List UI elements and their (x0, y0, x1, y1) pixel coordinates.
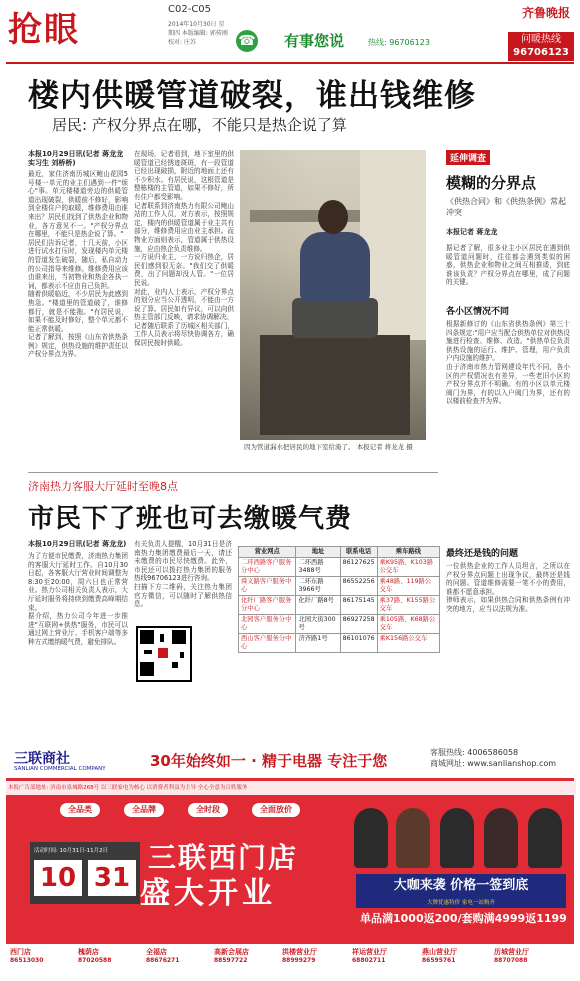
ad-website: 商城网址: www.sanlianshop.com (430, 759, 557, 768)
service-table (238, 546, 440, 653)
sidebar-heading-2: 最终还是钱的问题 (446, 549, 519, 559)
store-tel: 88999279 (282, 957, 316, 964)
store-cell (146, 948, 179, 965)
story2-byline: 本报10月29日讯(记者 蒋龙龙) (28, 540, 127, 548)
table-row (239, 615, 440, 634)
story2-column-1: 为了方便市民缴费，济南热力集团的客服大厅延时工作。自10月30日起，各客服大厅营业时间调整为8:30至20:00，周六日也正常营业。热力公司相关负责人表示，大厅延时服务将持续到缴费高峰期结束。 据介绍，热力公司今年进一步推进"互联网+供热"服务，市民可以通过网上营业厅、手机客户端等多种方式缴纳暖气费，避免排队。 (28, 552, 128, 646)
sidebar-intro: 据记者了解，很多业主小区居民在遇到供暖管道问题时，往往都会遇到类似的困惑，供热企业和物业之间互相推诿，到底谁该负责？产权分界点在哪里，成了问题的关键。 (446, 244, 570, 287)
section-title: 抢眼 (8, 10, 80, 50)
table-header: 联系电话 (340, 547, 377, 558)
table-cell: 乘K156路公交车 (377, 634, 439, 653)
store-name: 祥运营业厅 (352, 948, 387, 956)
table-cell: 化纤厂路8号 (296, 596, 340, 615)
ad-chip: 全品牌 (124, 803, 164, 817)
store-tel: 88707088 (494, 957, 528, 964)
sidebar-byline: 本报记者 蒋龙龙 (446, 228, 498, 236)
store-tel: 88676271 (146, 957, 180, 964)
ad-celebrities (350, 808, 570, 872)
ad-contact (430, 747, 556, 769)
sidebar-subtitle: 《供热合同》和《供热条例》常起冲突 (446, 197, 566, 217)
hotline-box (508, 32, 574, 61)
store-name: 历城营业厅 (494, 948, 529, 956)
section-rule (28, 472, 438, 473)
masthead-rule (6, 62, 574, 64)
store-tel: 86595761 (422, 957, 456, 964)
page-number: C02-C05 (168, 4, 212, 15)
store-name: 洪楼营业厅 (282, 948, 317, 956)
store-tel: 86513030 (10, 957, 44, 964)
hotline-number: 热线: 96706123 (368, 38, 430, 47)
ad-price: 单品满1000返200/套购满4999返1199 (360, 912, 567, 925)
table-cell: 86552256 (340, 577, 377, 596)
table-cell: 乘37路、K155路公交车 (377, 596, 439, 615)
table-cell: 西山客户服务分中心 (239, 634, 296, 653)
story2-headline: 市民下了班也可去缴暖气费 (28, 504, 353, 534)
table-row (239, 634, 440, 653)
table-cell: 化纤厂路客户服务分中心 (239, 596, 296, 615)
ad-opening: 盛大开业 (140, 876, 276, 911)
table-header: 乘车路线 (377, 547, 439, 558)
store-cell (78, 948, 111, 965)
table-cell: 舜义路客户服务中心 (239, 577, 296, 596)
table-cell: 二环东路3966号 (296, 577, 340, 596)
story-column-1: 最近，家住济南历城区鲍山花园5号楼一单元的业主们遇到一件"烦心"事。单元楼楼道旁边的供暖管道出现破裂，供暖前不修好，影响到全楼住户的取暖，维修费用由谁来出？居民们找到了供热企业和物业，各方意见不一。"产权分界点在哪里，不能只是热企说了算。" 居民们告诉记者，十几天前，小区进行试水打压时，发现楼内单元楼的管道发生破裂，随后，私自动力的公司指导来维修。维修费用应该由谁来出，当初物业和热企各执一词，都表示不应由自己负担。 随着供暖临近，不少居民为此感到焦急。"楼道里的管道破了，谁修都行，就是不能拖。"有居民说，如果不能及时修好，整个单元都不能正常供暖。 记者了解到，按照《山东省供热条例》规定，供热设施的维护责任以产权分界点为界。 (28, 170, 128, 359)
ad-promo: 大咖来袭 价格一签到底 (356, 874, 566, 898)
table-header: 地址 (296, 547, 340, 558)
table-cell: 二环西路3488号 (296, 558, 340, 577)
ad-slogan: 30年始终如一 · 精于电器 专注于您 (150, 752, 388, 770)
ad-chip: 全品类 (60, 803, 100, 817)
photo-man-head (318, 200, 348, 234)
table-row (239, 558, 440, 577)
ad-date-month: 10 (34, 860, 82, 896)
table-cell: 北园客户服务分中心 (239, 615, 296, 634)
ad-store-name: 三联西门店 (148, 841, 299, 874)
sidebar-tag: 延伸调查 (446, 150, 490, 165)
ad-calendar-label: 活动时间: 10月31日-11月2日 (34, 848, 109, 854)
news-photo (240, 150, 426, 440)
table-cell: 济齐路1号 (296, 634, 340, 653)
table-cell: 乘105路、K68路公交车 (377, 615, 439, 634)
table-cell: 二环西路客户服务分中心 (239, 558, 296, 577)
table-cell: 86175145 (340, 596, 377, 615)
hotline-box-title: 问暖热线 (521, 34, 561, 45)
story2-column-2: 有关负责人提醒，10月31日是济南热力集团缴费最后一天，请还未缴费的市民尽快缴费。此外，市民还可以拨打热力集团的服务热线96706123进行咨询。 扫描下方二维码，关注热力集团官方微信，可以随时了解供热信息。 (134, 540, 232, 609)
sidebar-paragraph-1: 根据新修订的《山东省供热条例》第三十四条规定:"用户应当配合供热单位对供热设施进行检查、维修、改造。"供热单位负责供热设施的运行、维护、管理，用户负责户内设施的维护。 由于济南市热力管网建设年代不同，各小区的产权情况也有差异，一些老旧小区的产权分界点并不明确。有的小区以单元楼阀门为界，有的以入户阀门为界，还有的以楼前检查井为界。 (446, 320, 570, 406)
ad-date-day: 31 (88, 860, 136, 896)
store-cell (282, 948, 317, 965)
table-cell: 86127625 (340, 558, 377, 577)
store-cell (494, 948, 529, 965)
story-byline: 本报10月29日讯(记者 蒋龙龙 实习生 刘桥桥) (28, 150, 124, 167)
story-subhead: 居民: 产权分界点在哪，不能只是热企说了算 (52, 116, 347, 134)
store-name: 槐荫店 (78, 948, 99, 956)
ad-chip: 全时段 (188, 803, 228, 817)
ad-strip: 本报广告部地址: 济南市泉城路268号 以三联家电为核心 以消费者利益为主导 全心全意为百姓服务 (6, 781, 576, 795)
table-cell: 乘48路、119路公交车 (377, 577, 439, 596)
store-tel: 87020588 (78, 957, 112, 964)
ad-calendar (30, 842, 140, 904)
ad-logo-sub: SANLIAN COMMERCIAL COMPANY (14, 766, 106, 772)
store-tel: 68802711 (352, 957, 386, 964)
sidebar-heading-1: 各小区情况不同 (446, 307, 510, 317)
store-name: 燕山营业厅 (422, 948, 457, 956)
store-cell (352, 948, 387, 965)
photo-pit (260, 335, 410, 435)
issue-info: 2014年10月30日 星期四 本版编辑: 郭传刚 校对: 庄苏 (168, 21, 228, 46)
hotline-box-number: 96706123 (513, 47, 569, 58)
photo-caption: 因为管道漏水把居民的地下室给淹了。 本报记者 蒋龙龙 摄 (244, 443, 413, 451)
table-header: 营业网点 (239, 547, 296, 558)
table-cell: 乘K95路、K103路公交车 (377, 558, 439, 577)
ad-chip: 全面放价 (252, 803, 300, 817)
store-name: 高新会展店 (214, 948, 249, 956)
store-cell (422, 948, 457, 965)
ad-hotline: 客服热线: 4006586058 (430, 748, 519, 757)
table-cell: 86927258 (340, 615, 377, 634)
store-name: 西门店 (10, 948, 31, 956)
qr-code (136, 626, 192, 682)
story-headline: 楼内供暖管道破裂，谁出钱维修 (28, 78, 476, 114)
paper-logo: 齐鲁晚报 (522, 6, 571, 20)
hotline-slogan: 有事您说 (284, 32, 345, 50)
store-tel: 88597722 (214, 957, 248, 964)
table-row (239, 596, 440, 615)
photo-man-legs (292, 298, 378, 338)
store-cell (214, 948, 249, 965)
ad-logo: 三联商社 (14, 751, 70, 767)
photo-man-body (300, 232, 370, 302)
table-cell: 86101076 (340, 634, 377, 653)
phone-icon: ☎ (236, 30, 258, 52)
store-name: 全福店 (146, 948, 167, 956)
table-header-row (239, 547, 440, 558)
sidebar-paragraph-2: 一位供热企业的工作人员坦言，之所以在产权分界点问题上出现争议，最终还是钱的问题。管道维修需要一笔不小的费用，谁都不愿意承担。 律师表示，如果供热合同和供热条例有冲突的地方，应当以法规为准。 (446, 562, 570, 613)
story2-kicker: 济南热力客服大厅延时至晚8点 (28, 480, 178, 493)
store-cell (10, 948, 43, 965)
ad-promo-sub: 大牌优惠特价 家电一站购齐 (356, 898, 566, 908)
table-cell: 北园大街300号 (296, 615, 340, 634)
table-row (239, 577, 440, 596)
story-column-2: 在现场，记者看到，地下室里的供暖管道已经锈迹斑斑，有一段管道已经出现破损，附近的地面上还有不少积水。有居民说，这根管道是整栋楼的主管道，如果不修好，所有住户都受影响。 记者联系到济南热力有限公司鲍山站的工作人员，对方表示，按照规定，楼内的供暖管道属于业主共有部分，维修费用应由业主承担。而物业方面则表示，管道属于供热设施，应由热企负责维修。 一方说归业主，一方说归热企，居民们感到很无奈。"我们交了供暖费，出了问题却没人管。"一位居民说。 对此，业内人士表示，产权分界点的划分应当公开透明，不能由一方说了算。居民如有异议，可以向供热主管部门反映，请求协调解决。 记者随后联系了历城区相关部门，工作人员表示将尽快协调各方，确保居民按时供暖。 (134, 150, 234, 348)
sidebar-title: 模糊的分界点 (446, 174, 537, 192)
